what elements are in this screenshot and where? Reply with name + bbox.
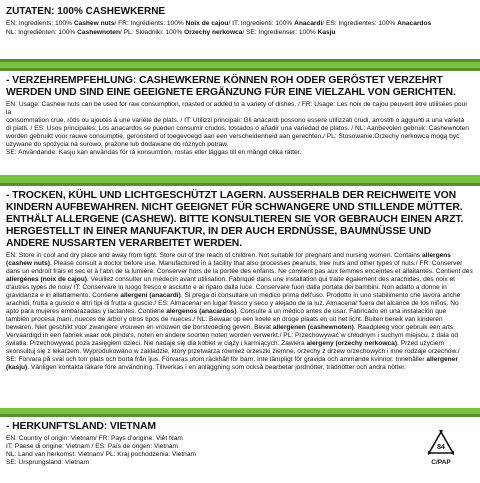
bold-text: alergeny (orzechy nerkowca)	[306, 340, 398, 347]
text: d'autres types de noix/ IT: Conservare in luogo fresco e asciutto e al riparo dalla luce. Conservare fuori dalla portata dei bambini. Non adatto a donne in	[6, 284, 447, 291]
text: / FR: Ingrédients: 100%	[114, 20, 186, 27]
storage-line	[6, 340, 474, 348]
usage-line: consommation crue, rôtis ou ajoutés à une variété de plats. / IT: Utilizzi principali: Gli anacardi possono essere utilizzati crudi, arrostiti o aggiunti a una varietà	[6, 117, 465, 124]
text: . Consulte a un médico antes de usar. Fabricado en una instalación que	[236, 308, 447, 315]
storage-line	[6, 332, 474, 340]
text: arachidi, frutta a guscio e altri tipi di frutta a guscio./ ES: Almacenar en lugar fresco y seco y alejado de la luz. Almacenar fuera del alcance de los niños. No	[6, 300, 459, 307]
origin-line: EN: Country of origin: Vietnam/ FR: Pays d'origine: Viêt Nam	[6, 435, 183, 442]
ingredients-line-1	[6, 19, 474, 28]
usage-line: di piatti. / ES: Usos principales: Los anacardos se pueden consumir crudos, tostados o añadir una variedad de platos. / NL: Aanbevolen gebruik: Cashewnoten	[6, 125, 469, 132]
origin-header: - HERKUNFTSLAND: VIETNAM	[6, 421, 156, 432]
bold-text: allergens	[422, 252, 451, 259]
storage-line	[6, 364, 474, 372]
storage-line	[6, 268, 474, 276]
bold-text: Anacardos	[397, 20, 432, 27]
recycle-icon	[425, 429, 457, 467]
storage-line	[6, 300, 474, 308]
usage-line: SE: Användande: Kasju kan användas för rå konsumtion, rostas eller läggas till en mängd olika rätter.	[6, 149, 302, 156]
bold-text: Kasju	[317, 29, 336, 36]
text: skonsultuj się z lekarzem. Wyprodukowano w zakładzie, który przetwarza również orzeszki ziemne, orzechy z drzew orzechowych i inne rodzaje orzechów./	[6, 348, 460, 355]
text: . Raadpleeg voor gebruik een arts.	[353, 324, 455, 331]
storage-line	[6, 252, 474, 260]
storage-line	[6, 284, 474, 292]
ingredients-line-2	[6, 28, 474, 37]
text: / PL: Składniki: 100%	[120, 29, 185, 36]
bold-text: Anacardi	[294, 20, 323, 27]
storage-line	[6, 316, 474, 324]
recycle-label: C/PAP	[431, 459, 451, 466]
bold-text: allergenen (cashewnoten)	[272, 324, 354, 331]
recycle-code: 84	[437, 444, 445, 451]
text: NL: Ingrediënten: 100%	[6, 29, 78, 36]
storage-line	[6, 276, 474, 284]
bold-text: (cashew nuts)	[6, 260, 50, 267]
bold-text: alérgenos (anacardos)	[166, 308, 237, 315]
bold-text: (kasju)	[6, 364, 28, 371]
usage-panel	[0, 68, 480, 175]
bold-text: allergènes (noix de cajou)	[6, 276, 87, 283]
storage-line	[6, 324, 474, 332]
text: SE: Förvara på sval och torr plats och borta från ljus. Förvaras utom räckhåll för barn. Inte lämpligt för gravida och ammande kvinnor. Innehåller	[6, 356, 427, 363]
storage-header: - TROCKEN, KÜHL UND LICHTGESCHÜTZT LAGERN. AUSSERHALB DER REICHWEITE VON KINDERN AUFBEWAHREN. NICHT GEEIGNET FÜR SCHWANGERE UND STILLENDE MÜTTER. ENTHÄLT ALLERGENE (CASHEW). BITTE KONSULTIEREN SIE VOR GEBRAUCH EINEN ARZT. HERGESTELLT IN EINER MANUFAKTUR, IN DER AUCH ERDNÜSSE, BAUMNÜSSE UND ANDERE NUSSARTEN VERARBEITET WERDEN.	[6, 190, 464, 249]
bold-text: allergener	[426, 356, 458, 363]
text: también procesa maní, nueces de árbol y otros tipos de nueces./ NL: Bewaar op een koele en droge plaats en uit het licht. Buiten bereik van kinderen	[6, 316, 443, 323]
text: . Veuillez consulter un médecin avant utilisation. Fabriqué dans une installation qui traite également des arachides, des noix et	[86, 276, 455, 283]
text: / ES: Ingredientes: 100%	[322, 20, 398, 27]
ingredients-title: ZUTATEN: 100% CASHEWKERNE	[6, 6, 166, 17]
usage-line: worden gebruikt voor rauwe consumptie, geroosterd of toegevoegd aan een verscheidenheid aan gerechten./ PL: Stosowanie:Orzechy nerkowca mogą być	[6, 133, 460, 140]
bold-text: Noix de cajou	[185, 20, 229, 27]
storage-line	[6, 292, 474, 300]
text: . Przed użyciem	[397, 340, 444, 347]
origin-line: NL: Land van herkomst: Vietnam/ PL: Kraj pochodzenia: Vietnam	[6, 451, 196, 458]
storage-line	[6, 356, 474, 364]
text: . Si prega di consultare un medico prima dell'uso. Prodotto in uno stabilimento che lavora anche	[180, 292, 461, 299]
text: Vervaardigd in een fabriek waar ook pinda's, noten en andere soorten noten worden verwerkt./ PL: Przechowywać w chłodnym i suchym miejscu, z dala od	[6, 332, 459, 339]
origin-line: SE: Ursprungsland: Vietnam	[6, 459, 90, 466]
text: . Please consult a doctor before use. Manufactured in a facility that also processes peanuts, tree nuts and other types of nuts./ FR: Conserver	[49, 260, 463, 267]
origin-line: IT: Paese di origine: Vietnam / ES: País de origen: Vietnam	[6, 443, 179, 450]
text: EN: Store in cool and dry place and away from light. Store out of the reach of children. Not suitable for pregnant and nursing women. Contains	[6, 252, 423, 259]
text: / SE: Ingredienser: 100%	[242, 29, 318, 36]
bold-text: Cashewnoten	[77, 29, 120, 36]
text: światła. Przechowywać poza zasięgiem dzieci. Nie nadaje się dla kobiet w ciąży i karmiących. Zawiera	[6, 340, 307, 347]
origin-panel	[0, 414, 480, 483]
bold-text: allergeni (anacardi)	[120, 292, 181, 299]
usage-line: EN: Usage: Cashew nuts can be used for raw consumption, roasted or added to a variety of dishes. / FR: Usage: Les noix de cajou peuvent être utilisées pour la	[6, 101, 468, 116]
storage-panel	[0, 183, 480, 408]
usage-header: - VERZEHREMPFEHLUNG: CASHEWKERNE KÖNNEN ROH ODER GERÖSTET VERZEHRT WERDEN UND SIND EINE GEEIGNETE ERGÄNZUNG FÜR EINE VIELZAHL VON GERICHTEN.	[6, 75, 456, 98]
storage-line	[6, 260, 474, 268]
storage-line	[6, 348, 474, 356]
text: gravidanza e in allattamento. Contiene	[6, 292, 121, 299]
text: EN: Ingredients: 100%	[6, 20, 74, 27]
bold-text: Orzechy nerkowca	[184, 29, 243, 36]
ingredients-panel	[0, 0, 480, 62]
text: bewaren. Niet geschikt voor zwangere vrouwen en vrouwen die borstvoeding geven. Bevat	[6, 324, 273, 331]
text: . Vänligen kontakta läkare före användning. Tillverkas i en anläggning som också bearbetar jordnötter, trädnötter och andra nötter.	[27, 364, 406, 371]
text: dans un endroit frais et sec et à l'abri de la lumière. Conserver hors de la portée des enfants. Ne convient pas aux femmes enceintes et allaitantes. Contient des	[6, 268, 473, 275]
text: / IT: Ingredienti: 100%	[228, 20, 295, 27]
storage-line	[6, 308, 474, 316]
usage-line: używane do spożycia na surowo, prażone lub dodawane do różnych potraw.	[6, 141, 229, 148]
text: apto para mujeres embarazadas y lactantes. Contiene	[6, 308, 167, 315]
bold-text: Cashew nuts	[73, 20, 115, 27]
